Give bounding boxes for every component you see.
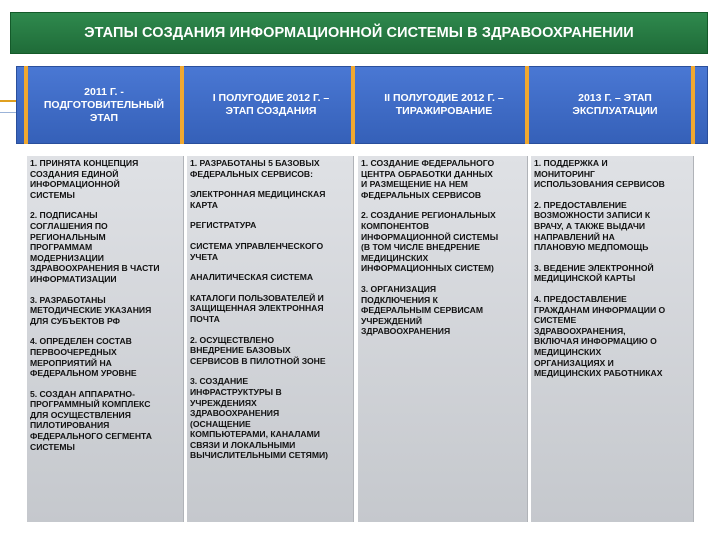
stage-item: ЭЛЕКТРОННАЯ МЕДИЦИНСКАЯ КАРТА bbox=[190, 189, 326, 210]
stage-item: РЕГИСТРАТУРА bbox=[190, 220, 257, 231]
slide-title-bar bbox=[10, 12, 708, 54]
stage-item: 3. ВЕДЕНИЕ ЭЛЕКТРОННОЙ МЕДИЦИНСКОЙ КАРТЫ bbox=[534, 262, 654, 284]
stage-item: 1. РАЗРАБОТАНЫ 5 БАЗОВЫХ ФЕДЕРАЛЬНЫХ СЕРВИСОВ: bbox=[190, 158, 320, 179]
stage-item: 4. ПРЕДОСТАВЛЕНИЕ ГРАЖДАНАМ ИНФОРМАЦИИ О СИСТЕМЕ ЗДРАВООХРАНЕНИЯ, ВКЛЮЧАЯ ИНФОРМАЦИЮ О МЕДИЦИНСКИХ ОРГАНИЗАЦИЯХ И МЕДИЦИНСКИХ РАБОТНИКАХ bbox=[534, 293, 666, 379]
stage-item: СИСТЕМА УПРАВЛЕНЧЕСКОГО УЧЕТА bbox=[190, 240, 324, 262]
stage-item: 1. ПОДДЕРЖКА И МОНИТОРИНГ ИСПОЛЬЗОВАНИЯ СЕРВИСОВ bbox=[534, 158, 665, 190]
stage-item: 2. ПРЕДОСТАВЛЕНИЕ ВОЗМОЖНОСТИ ЗАПИСИ К ВРАЧУ, А ТАКЖЕ ВЫДАЧИ НАПРАВЛЕНИЙ НА ПЛАНОВУЮ МЕДПОМОЩЬ bbox=[534, 199, 651, 253]
stage-item: 2. СОЗДАНИЕ РЕГИОНАЛЬНЫХ КОМПОНЕНТОВ ИНФОРМАЦИОННОЙ СИСТЕМЫ (В ТОМ ЧИСЛЕ ВНЕДРЕНИЕ МЕДИЦИНСКИХ ИНФОРМАЦИОННЫХ СИСТЕМ) bbox=[361, 210, 499, 274]
stage-item: 4. ОПРЕДЕЛЕН СОСТАВ ПЕРВООЧЕРЕДНЫХ МЕРОПРИЯТИЙ НА ФЕДЕРАЛЬНОМ УРОВНЕ bbox=[30, 336, 137, 379]
header-divider-accent bbox=[24, 66, 28, 144]
stage-item: АНАЛИТИЧЕСКАЯ СИСТЕМА bbox=[190, 272, 314, 283]
stage-item: 2. ОСУЩЕСТВЛЕНО ВНЕДРЕНИЕ БАЗОВЫХ СЕРВИСОВ В ПИЛОТНОЙ ЗОНЕ bbox=[190, 334, 326, 366]
stage-item: 5. СОЗДАН АППАРАТНО- ПРОГРАММНЫЙ КОМПЛЕКС ДЛЯ ОСУЩЕСТВЛЕНИЯ ПИЛОТИРОВАНИЯ ФЕДЕРАЛЬНОГО СЕГМЕНТА СИСТЕМЫ bbox=[30, 388, 152, 452]
stage-item: КАТАЛОГИ ПОЛЬЗОВАТЕЛЕЙ И ЗАЩИЩЕННАЯ ЭЛЕКТРОННАЯ ПОЧТА bbox=[190, 292, 324, 324]
stage-column-2013 bbox=[531, 156, 694, 522]
header-divider-accent bbox=[180, 66, 184, 144]
stage-header-h2-2012: II ПОЛУГОДИЕ 2012 Г. – ТИРАЖИРОВАНИЕ bbox=[384, 92, 504, 117]
header-divider-accent bbox=[691, 66, 695, 144]
slide-title: ЭТАПЫ СОЗДАНИЯ ИНФОРМАЦИОННОЙ СИСТЕМЫ В ЗДРАВООХРАНЕНИИ bbox=[84, 25, 634, 41]
stage-header-h1-2012: I ПОЛУГОДИЕ 2012 Г. – ЭТАП СОЗДАНИЯ bbox=[212, 92, 330, 117]
stage-item: 1. ПРИНЯТА КОНЦЕПЦИЯ СОЗДАНИЯ ЕДИНОЙ ИНФОРМАЦИОННОЙ СИСТЕМЫ bbox=[30, 158, 139, 200]
stage-item: 3. ОРГАНИЗАЦИЯ ПОДКЛЮЧЕНИЯ К ФЕДЕРАЛЬНЫМ СЕРВИСАМ УЧРЕЖДЕНИЙ ЗДРАВООХРАНЕНИЯ bbox=[361, 283, 483, 337]
header-divider-accent bbox=[351, 66, 355, 144]
header-divider-accent bbox=[525, 66, 529, 144]
stage-column-h1-2012 bbox=[187, 156, 354, 522]
stage-item: 3. СОЗДАНИЕ ИНФРАСТРУКТУРЫ В УЧРЕЖДЕНИЯХ ЗДРАВООХРАНЕНИЯ (ОСНАЩЕНИЕ КОМПЬЮТЕРАМИ, КАНАЛАМИ СВЯЗИ И ЛОКАЛЬНЫМИ ВЫЧИСЛИТЕЛЬНЫМИ СЕТЯМИ) bbox=[190, 376, 329, 461]
stage-header-2013: 2013 Г. – ЭТАП ЭКСПЛУАТАЦИИ bbox=[572, 92, 658, 117]
stage-item: 3. РАЗРАБОТАНЫ МЕТОДИЧЕСКИЕ УКАЗАНИЯ ДЛЯ СУБЪЕКТОВ РФ bbox=[30, 294, 152, 326]
stage-column-h2-2012 bbox=[358, 156, 528, 522]
stage-column-2011 bbox=[27, 156, 184, 522]
stage-item: 2. ПОДПИСАНЫ СОГЛАШЕНИЯ ПО РЕГИОНАЛЬНЫМ ПРОГРАММАМ МОДЕРНИЗАЦИИ ЗДРАВООХРАНЕНИЯ В ЧАСТИ ИНФОРМАТИЗАЦИИ bbox=[30, 210, 160, 284]
stage-header-2011: 2011 Г. - ПОДГОТОВИТЕЛЬНЫЙ ЭТАП bbox=[43, 85, 165, 124]
stage-item: 1. СОЗДАНИЕ ФЕДЕРАЛЬНОГО ЦЕНТРА ОБРАБОТКИ ДАННЫХ И РАЗМЕЩЕНИЕ НА НЕМ ФЕДЕРАЛЬНЫХ СЕРВИСОВ bbox=[361, 158, 495, 200]
